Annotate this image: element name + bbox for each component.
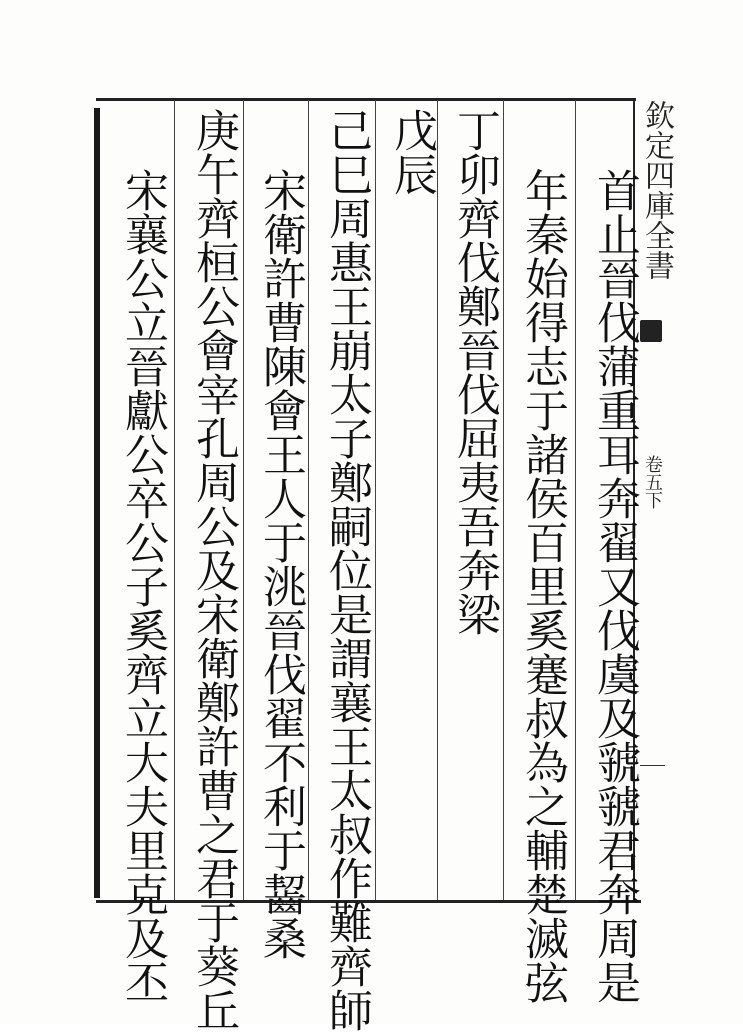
frame-left-border: [94, 108, 100, 898]
text-column-4: 戊辰: [386, 108, 437, 196]
column-rule: [575, 100, 576, 900]
text-column-3: 丁卯齊伐鄭晉伐屈夷吾奔梁: [449, 108, 500, 636]
text-column-2: 年秦始得志于諸侯百里奚蹇叔為之輔楚滅弦: [517, 168, 568, 1004]
column-rule: [243, 100, 244, 900]
text-column-6: 宋衛許曹陳會王人于洮晉伐翟不利于齧桑: [255, 168, 306, 960]
book-title-margin: 欽定四庫全書: [639, 100, 674, 280]
text-column-5: 己巳周惠王崩太子鄭嗣位是謂襄王太叔作難齊師: [321, 108, 372, 1032]
volume-label: 卷五下: [642, 455, 663, 509]
column-rule: [174, 100, 175, 900]
frame-top-border: [96, 98, 636, 101]
text-column-8: 宋襄公立晉獻公卒公子奚齊立大夫里克及丕: [117, 168, 168, 1004]
column-rule: [437, 100, 438, 900]
text-column-1: 首止晉伐蒲重耳奔翟又伐虞及虢虢君奔周是: [589, 168, 640, 1004]
text-column-7: 庚午齊桓公會宰孔周公及宋衛鄭許曹之君于葵丘: [188, 108, 239, 1032]
